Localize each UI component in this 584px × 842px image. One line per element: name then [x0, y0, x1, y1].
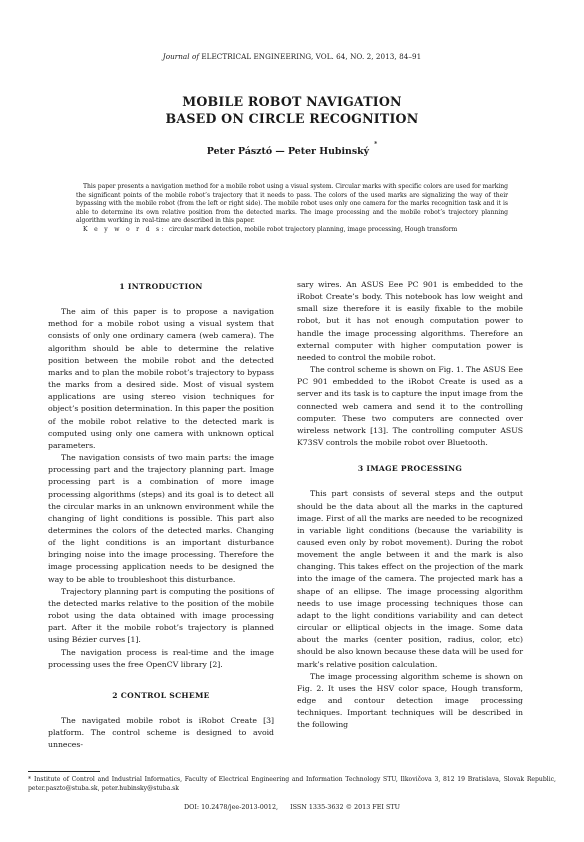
keywords — [76, 226, 508, 235]
image-paragraph-2: The image processing algorithm scheme is shown on Fig. 2. It uses the HSV color space, Hough transform, edge and contour detection image processing techniques. Important techniques will be described in the following — [297, 671, 523, 730]
issn-text: ISSN 1335-3632 © 2013 FEI STU — [290, 803, 400, 811]
paper-title — [0, 94, 584, 127]
journal-name-italic: Journal of — [162, 52, 200, 61]
title-line-1: MOBILE ROBOT NAVIGATION — [182, 94, 402, 109]
abstract-text: This paper presents a navigation method for a mobile robot using a visual system. Circular marks with specific colors are used for marking the significant points of the mobile robot’s trajectory that it needs to pass. The colors of the used marks are signalizing the way of their bypassing with the mobile robot (from the left or right side). The mobile robot uses only one camera for the marks recognition task and it is able to determine its own relative position from the detected marks. The image processing and the mobile robot’s trajectory planning algorithm working in real-time are described in this paper. — [76, 183, 508, 224]
right-column — [297, 279, 523, 731]
image-paragraph-1: This part consists of several steps and the output should be the data about all the marks in the captured image. First of all the marks are needed to be recognized in variable light conditions (because the variability is caused even only by robot movement). During the robot movement the angle between it and the mark is also changing. This takes effect on the projection of the mark into the image of the camera. The projected mark has a shape of an ellipse. The image processing algorithm needs to use image processing techniques those can adapt to the light conditions variability and can detect circular or elliptical objects in the image. Some data about the marks (center position, radius, color, etc) should be also known because these data will be used for mark’s relative position calculation. — [297, 489, 523, 669]
intro-paragraph-2: The navigation consists of two main parts: the image processing part and the trajectory planning part. Image processing part is a combination of more image processing algorithms (steps) and its goal is to detect all the circular marks in an unknown environment while the changing of light conditions is possible. This part also determines the colors of the detected marks. Changing of the light conditions is an important disturbance bringing noise into the image processing. Therefore the image processing application needs to be designed the way to be able to troubleshoot this disturbance. — [48, 453, 274, 584]
intro-paragraph-3: Trajectory planning part is computing the positions of the detected marks relative to the position of the mobile robot using the data obtained with image processing part. After it the mobile robot’s trajectory is planned using Bézier curves [1]. — [48, 586, 274, 645]
footnote-mark: * — [28, 776, 32, 783]
author-footnote-mark: * — [374, 141, 378, 148]
section-heading-control-scheme: 2 CONTROL SCHEME — [112, 690, 210, 700]
authors-text: Peter Pásztó — Peter Hubinský — [206, 146, 370, 158]
keywords-list: circular mark detection, mobile robot trajectory planning, image processing, Hough transform — [168, 225, 458, 233]
intro-paragraph-4: The navigation process is real-time and the image processing uses the free OpenCV library [2]. — [48, 647, 274, 669]
abstract — [76, 183, 508, 234]
control-paragraph-1-cont: sary wires. An ASUS Eee PC 901 is embedded to the iRobot Create’s body. This notebook has low weight and small size therefore it is easily fixable to the mobile robot, but it has not enough computation power to handle the image processing algorithms. Therefore an external computer with higher computation power is needed to control the mobile robot. — [297, 280, 523, 362]
doi-text: DOI: 10.2478/jee-2013-0012, — [184, 803, 279, 811]
section-heading-introduction: 1 INTRODUCTION — [119, 282, 203, 291]
footnote-text: Institute of Control and Industrial Informatics, Faculty of Electrical Engineering and Information Technology STU, Ilkovičova 3, 812 19 Bratislava, Slovak Republic, peter.paszto@stuba.sk, peter.hubinsky@stuba.sk — [28, 776, 556, 793]
footnote-rule — [28, 771, 100, 772]
affiliation-footnote — [28, 775, 556, 793]
title-line-2: BASED ON CIRCLE RECOGNITION — [165, 110, 419, 126]
keywords-label: K e y w o r d s: — [83, 225, 166, 233]
journal-header — [0, 52, 584, 61]
journal-volume-info: ELECTRICAL ENGINEERING, VOL. 64, NO. 2, 2013, 84–91 — [199, 52, 422, 61]
page-footer — [0, 803, 584, 811]
section-heading-image-processing: 3 IMAGE PROCESSING — [357, 464, 463, 474]
control-paragraph-2: The control scheme is shown on Fig. 1. The ASUS Eee PC 901 embedded to the iRobot Create is used as a server and its task is to capture the input image from the connected web camera and send it to the controlling computer. These two computers are connected over wireless network [13]. The controlling computer ASUS K73SV controls the mobile robot over Bluetooth. — [297, 365, 523, 448]
author-list — [0, 141, 584, 158]
left-column — [48, 281, 274, 751]
intro-paragraph-1: The aim of this paper is to propose a navigation method for a mobile robot using a visual system that consists of only one ordinary camera (web camera). The algorithm should be able to determine the relative position between the mobile robot and the detected marks and to plan the mobile robot’s trajectory to bypass the marks from a desired side. Most of visual system applications are using stereo vision techniques for object’s position determination. In this paper the position of the mobile robot relative to the detected mark is computed using only one camera with unknown optical parameters. — [48, 307, 274, 450]
control-paragraph-1-start: The navigated mobile robot is iRobot Create [3] platform. The control scheme is designed to avoid unneces- — [48, 716, 274, 750]
